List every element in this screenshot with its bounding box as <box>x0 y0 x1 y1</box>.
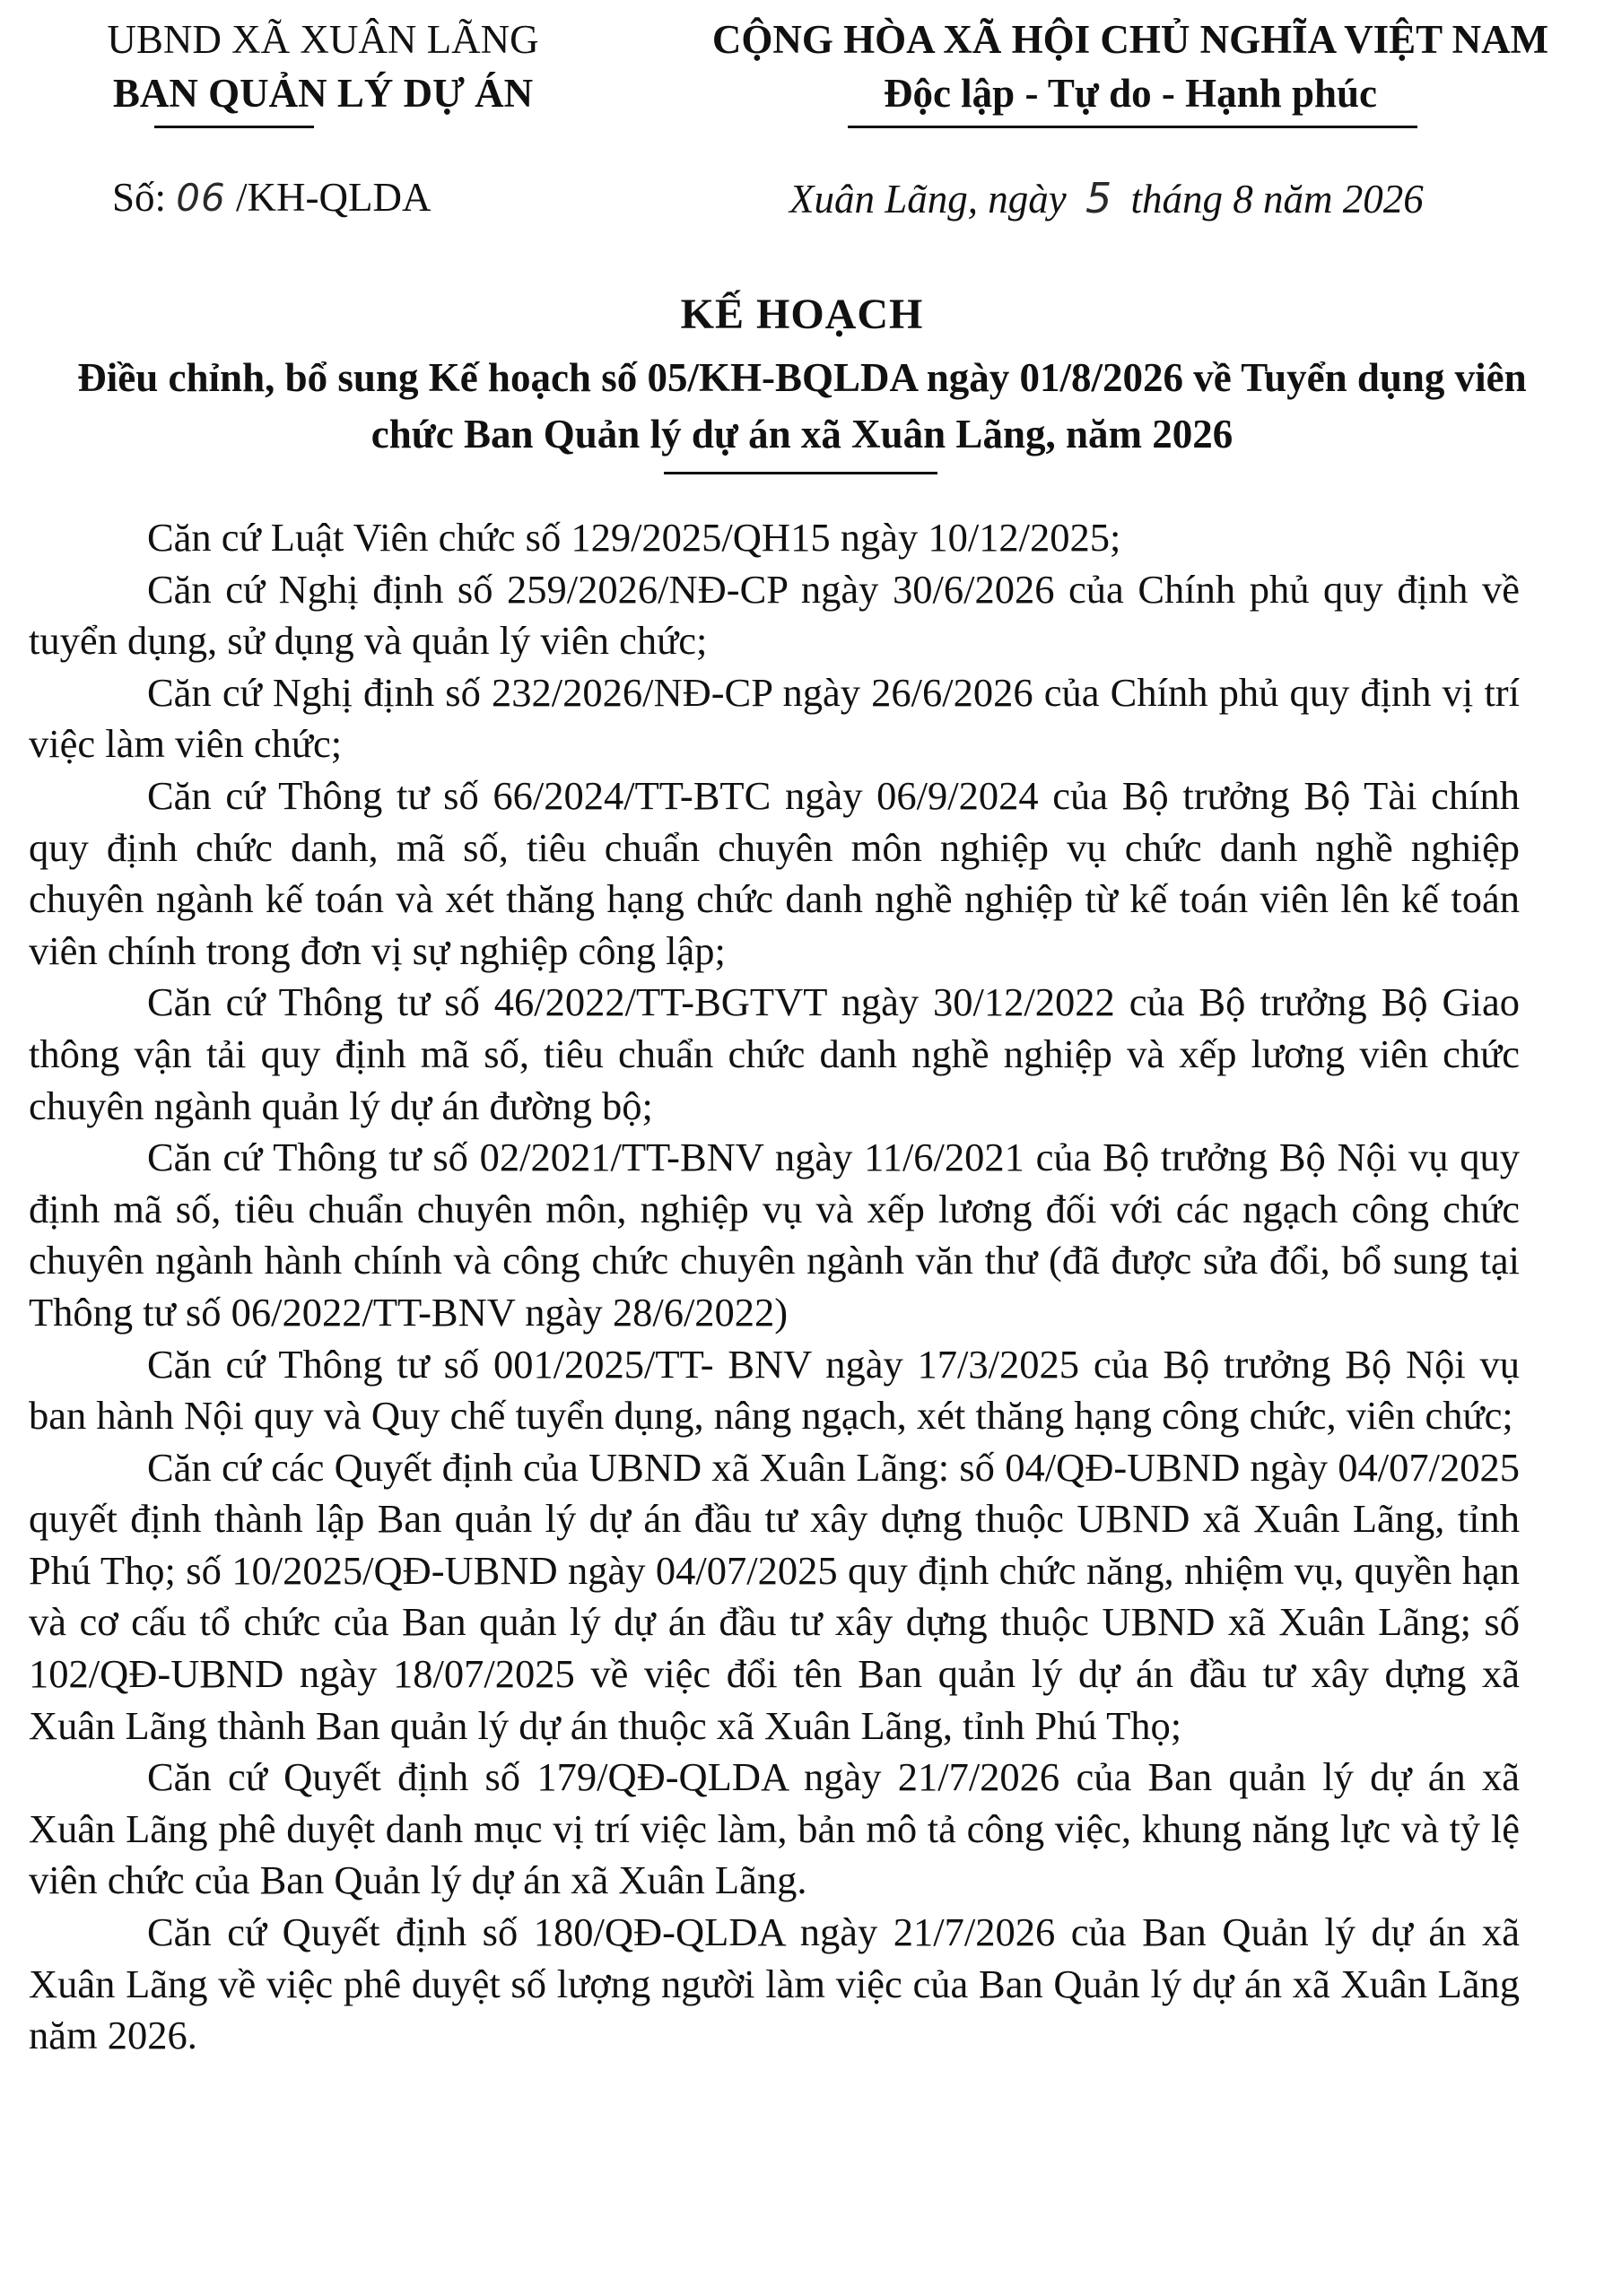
motto-underline <box>848 126 1417 128</box>
document-title: KẾ HOẠCH <box>680 291 924 338</box>
title-block <box>36 285 1568 463</box>
title-underline <box>664 472 937 474</box>
issuer-underline <box>154 126 314 128</box>
legal-basis-paragraph: Căn cứ Quyết định số 179/QĐ-QLDA ngày 21/7/2026 của Ban quản lý dự án xã Xuân Lãng phê duyệt danh mục vị trí việc làm, bản mô tả công việc, khung năng lực và tỷ lệ viên chức của Ban Quản lý dự án xã Xuân Lãng. <box>29 1754 1520 1903</box>
date-prefix: Xuân Lãng, ngày <box>789 177 1067 222</box>
legal-basis-paragraph: Căn cứ Luật Viên chức số 129/2025/QH15 ngày 10/12/2025; <box>147 515 1121 560</box>
legal-basis-paragraph: Căn cứ các Quyết định của UBND xã Xuân Lãng: số 04/QĐ-UBND ngày 04/07/2025 quyết định thành lập Ban quản lý dự án đầu tư xây dựng thuộc UBND xã Xuân Lãng, tỉnh Phú Thọ; số 10/2025/QĐ-UBND ngày 04/07/2025 quy định chức năng, nhiệm vụ, quyền hạn và cơ cấu tổ chức của Ban quản lý dự án đầu tư xây dựng thuộc UBND xã Xuân Lãng; số 102/QĐ-UBND ngày 18/07/2025 về việc đổi tên Ban quản lý dự án đầu tư xây dựng xã Xuân Lãng thành Ban quản lý dự án thuộc xã Xuân Lãng, tỉnh Phú Thọ; <box>29 1444 1520 1748</box>
number-prefix: Số: <box>112 175 167 220</box>
document-number <box>112 174 431 221</box>
legal-basis-paragraph: Căn cứ Nghị định số 259/2026/NĐ-CP ngày 30/6/2026 của Chính phủ quy định về tuyển dụng, sử dụng và quản lý viên chức; <box>29 566 1520 664</box>
national-motto-block <box>664 13 1597 120</box>
number-handwritten: 06 <box>176 176 226 220</box>
document-header <box>0 13 1604 264</box>
issuer-line-1: UBND XÃ XUÂN LÃNG <box>107 17 539 62</box>
document-date <box>789 174 1424 222</box>
issuer-line-2: BAN QUẢN LÝ DỰ ÁN <box>112 71 534 116</box>
legal-basis-paragraph: Căn cứ Nghị định số 232/2026/NĐ-CP ngày 26/6/2026 của Chính phủ quy định vị trí việc làm viên chức; <box>29 669 1520 767</box>
legal-basis-paragraph: Căn cứ Thông tư số 02/2021/TT-BNV ngày 11/6/2021 của Bộ trưởng Bộ Nội vụ quy định mã số, tiêu chuẩn chuyên môn, nghiệp vụ và xếp lương đối với các ngạch công chức chuyên ngành hành chính và công chức chuyên ngành văn thư (đã được sửa đổi, bổ sung tại Thông tư số 06/2022/TT-BNV ngày 28/6/2022) <box>29 1135 1520 1335</box>
date-suffix: tháng 8 năm 2026 <box>1130 177 1424 222</box>
document-body <box>29 512 1520 2062</box>
nation-name: CỘNG HÒA XÃ HỘI CHỦ NGHĨA VIỆT NAM <box>711 17 1549 62</box>
legal-basis-paragraph: Căn cứ Thông tư số 66/2024/TT-BTC ngày 06/9/2024 của Bộ trưởng Bộ Tài chính quy định chức danh, mã số, tiêu chuẩn chuyên môn nghiệp vụ chức danh nghề nghiệp chuyên ngành kế toán và xét thăng hạng chức danh nghề nghiệp từ kế toán viên lên kế toán viên chính trong đơn vị sự nghiệp công lập; <box>29 772 1520 973</box>
motto: Độc lập - Tự do - Hạnh phúc <box>883 71 1378 116</box>
legal-basis-paragraph: Căn cứ Quyết định số 180/QĐ-QLDA ngày 21/7/2026 của Ban Quản lý dự án xã Xuân Lãng về việc phê duyệt số lượng người làm việc của Ban Quản lý dự án xã Xuân Lãng năm 2026. <box>29 1909 1520 2058</box>
document-subtitle: Điều chỉnh, bổ sung Kế hoạch số 05/KH-BQLDA ngày 01/8/2026 về Tuyển dụng viên chức Ban Quản lý dự án xã Xuân Lãng, năm 2026 <box>77 355 1527 457</box>
number-suffix: /KH-QLDA <box>235 175 432 220</box>
legal-basis-paragraph: Căn cứ Thông tư số 46/2022/TT-BGTVT ngày 30/12/2022 của Bộ trưởng Bộ Giao thông vận tải quy định mã số, tiêu chuẩn chức danh nghề nghiệp và xếp lương viên chức chuyên ngành quản lý dự án đường bộ; <box>29 979 1520 1128</box>
legal-basis-paragraph: Căn cứ Thông tư số 001/2025/TT- BNV ngày 17/3/2025 của Bộ trưởng Bộ Nội vụ ban hành Nội quy và Quy chế tuyển dụng, nâng ngạch, xét thăng hạng công chức, viên chức; <box>29 1341 1520 1439</box>
date-day-handwritten: 5 <box>1085 174 1112 222</box>
issuer-block <box>54 13 592 120</box>
